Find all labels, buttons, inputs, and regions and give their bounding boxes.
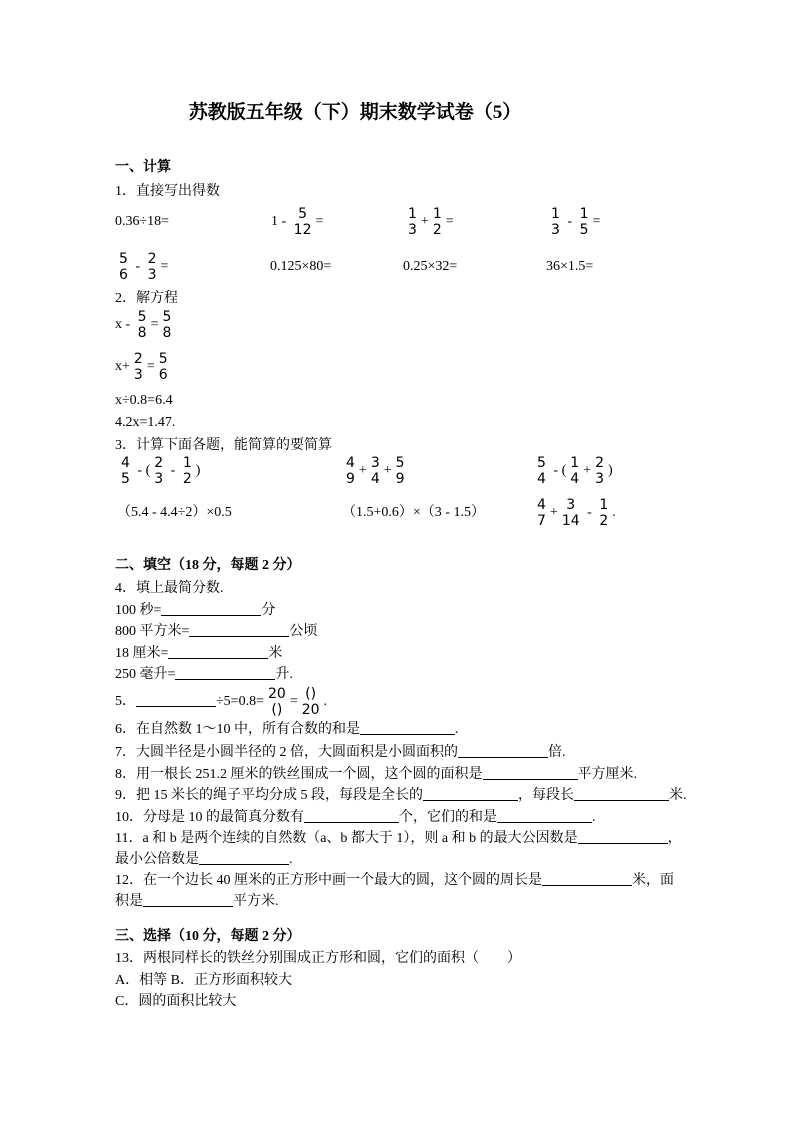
- numerator: 1: [432, 205, 442, 222]
- question-text: 最小公倍数是: [115, 852, 199, 867]
- q2-eq1: [115, 305, 175, 345]
- blank-underline: [175, 667, 275, 680]
- fraction: [407, 206, 418, 238]
- fraction: [345, 455, 356, 487]
- denominator: 3: [408, 221, 417, 238]
- blank-underline: [497, 810, 592, 823]
- numerator: 5: [395, 454, 405, 471]
- expression-text: .: [323, 694, 328, 709]
- question-text: .: [592, 810, 596, 825]
- q4-line4: [115, 666, 293, 684]
- question-text: 分: [261, 603, 276, 618]
- denominator: 3: [133, 366, 143, 383]
- operator: +: [549, 505, 558, 520]
- question-7: [115, 744, 566, 762]
- equals-sign: =: [289, 694, 298, 709]
- blank-underline: [458, 745, 548, 758]
- denominator: 3: [551, 221, 560, 238]
- question-text: 米，面: [632, 873, 674, 888]
- question-text: 18 厘米=: [115, 646, 169, 661]
- question-10: [115, 809, 596, 827]
- q3-r1c2: [342, 451, 409, 491]
- q1-r2c1: [115, 245, 168, 289]
- q3-r2c3: [533, 493, 616, 533]
- numerator: 5: [298, 205, 308, 222]
- question-text: 800 平方米=: [115, 624, 190, 639]
- expression-text: 36×1.5=: [546, 259, 594, 274]
- denominator: 2: [182, 470, 192, 487]
- question-text: 倍.: [548, 745, 566, 760]
- numerator: 5: [119, 250, 128, 267]
- numerator: 1: [551, 205, 560, 222]
- numerator: 2: [595, 454, 604, 471]
- denominator: 3: [147, 266, 157, 283]
- denominator: 9: [346, 470, 355, 487]
- fraction: [153, 455, 164, 487]
- q4-line1: [115, 602, 275, 620]
- numerator: 4: [346, 454, 355, 471]
- fraction: [536, 497, 547, 529]
- denominator: (): [271, 701, 283, 718]
- operator: +: [583, 463, 592, 478]
- operator: -: [131, 259, 144, 274]
- expression-text: 1 -: [271, 214, 290, 229]
- expression-text: =: [160, 259, 169, 274]
- fraction: [137, 309, 148, 341]
- q2-eq4: 4.2x=1.47.: [115, 415, 176, 430]
- expression-text: x+: [115, 359, 130, 374]
- blank-underline: [168, 646, 268, 659]
- question-11-line2: [115, 851, 293, 869]
- question-text: 100 秒=: [115, 603, 162, 618]
- question-text: ，: [667, 831, 682, 846]
- fraction: [158, 351, 169, 383]
- question-6: [115, 721, 459, 739]
- fraction: [301, 686, 321, 718]
- question-text: 250 毫升=: [115, 667, 176, 682]
- question-13-option-c: C．圆的面积比较大: [115, 994, 237, 1009]
- q1-label: 1．直接写出得数: [115, 184, 220, 199]
- blank-underline: [483, 767, 578, 780]
- q5-line: [115, 685, 327, 719]
- q2-label: 2．解方程: [115, 291, 178, 306]
- denominator: 4: [570, 470, 580, 487]
- blank-underline: [161, 603, 261, 616]
- denominator: 5: [579, 221, 589, 238]
- expression-text: =: [445, 214, 454, 229]
- denominator: 2: [599, 512, 609, 529]
- operator: -: [583, 505, 596, 520]
- fraction: [120, 455, 131, 487]
- expression-text: （5.4 - 4.4÷2）×0.5: [117, 505, 232, 520]
- question-text: .: [455, 722, 459, 737]
- numerator: 5: [158, 350, 168, 367]
- question-12-line2: [115, 893, 279, 911]
- fraction: [293, 206, 313, 238]
- numerator: 1: [579, 205, 589, 222]
- numerator: 20: [267, 685, 286, 702]
- q1-r1c3: [404, 200, 454, 244]
- blank-underline: [574, 788, 669, 801]
- operator: +: [358, 463, 367, 478]
- denominator: 6: [119, 266, 128, 283]
- operator: +: [420, 214, 429, 229]
- question-9: [115, 787, 687, 805]
- question-text: 升.: [275, 667, 293, 682]
- question-text: 8．用一根长 251.2 厘米的铁丝围成一个圆，这个圆的面积是: [115, 767, 483, 782]
- question-8: [115, 766, 637, 784]
- operator: ): [608, 463, 613, 478]
- section-calc-heading: 一、计算: [115, 160, 171, 175]
- expression-text: 0.36÷18=: [115, 214, 170, 229]
- blank-underline: [360, 722, 455, 735]
- question-text: 12．在一个边长 40 厘米的正方形中画一个最大的圆，这个圆的周长是: [115, 873, 542, 888]
- question-text: 公顷: [289, 624, 318, 639]
- expression-text: ÷5=0.8=: [216, 694, 264, 709]
- question-text: 个，它们的和是: [399, 810, 497, 825]
- q4-line3: [115, 645, 282, 663]
- question-text: 平方米.: [233, 894, 279, 909]
- q1-r2c3: [403, 245, 457, 289]
- fraction: [569, 455, 580, 487]
- q1-r2c2: [270, 245, 331, 289]
- q4-line2: [115, 623, 317, 641]
- denominator: 2: [432, 221, 442, 238]
- blank-underline: [542, 873, 632, 886]
- fraction: [162, 309, 173, 341]
- denominator: 8: [137, 324, 147, 341]
- equals-sign: =: [146, 359, 155, 374]
- fraction: [536, 455, 547, 487]
- operator: - (: [549, 463, 567, 478]
- operator: +: [383, 463, 392, 478]
- operator: -: [167, 463, 179, 478]
- fraction: [598, 497, 609, 529]
- numerator: 2: [147, 250, 157, 267]
- question-12-line1: [115, 872, 674, 890]
- blank-underline: [143, 894, 233, 907]
- question-13: 13．两根同样长的铁丝分别围成正方形和圆，它们的面积（ ）: [115, 951, 521, 966]
- fraction: [147, 251, 158, 283]
- expression-text: （1.5+0.6）×（3 - 1.5）: [342, 505, 485, 520]
- question-text: 米.: [669, 788, 687, 803]
- q4-label: 4．填上最简分数.: [115, 581, 224, 596]
- blank-underline: [578, 831, 668, 844]
- blank-underline: [304, 810, 399, 823]
- q1-r1c1: [115, 200, 169, 244]
- question-text: ，每段长: [518, 788, 574, 803]
- denominator: 8: [162, 324, 172, 341]
- question-text: 7．大圆半径是小圆半径的 2 倍，大圆面积是小圆面积的: [115, 745, 458, 760]
- fraction: [561, 497, 581, 529]
- denominator: 5: [121, 470, 130, 487]
- question-text: 米: [268, 646, 283, 661]
- denominator: 3: [154, 470, 164, 487]
- expression-text: x -: [115, 317, 134, 332]
- denominator: 4: [537, 470, 546, 487]
- q1-r1c4: [547, 200, 600, 244]
- numerator: 1: [599, 496, 609, 513]
- denominator: 14: [561, 512, 580, 529]
- denominator: 20: [301, 701, 320, 718]
- numerator: 1: [408, 205, 417, 222]
- q3-r1c3: [533, 451, 613, 491]
- question-text: .: [289, 852, 293, 867]
- numerator: 5: [162, 308, 172, 325]
- q3-r1c1: [117, 451, 200, 491]
- denominator: 4: [370, 470, 380, 487]
- fraction: [133, 351, 144, 383]
- q1-r1c2: [271, 200, 323, 244]
- expression-text: 0.125×80=: [270, 259, 332, 274]
- operator: ): [195, 463, 201, 478]
- question-13-options-ab: A．相等 B．正方形面积较大: [115, 973, 292, 988]
- fraction: [182, 455, 193, 487]
- denominator: 6: [158, 366, 168, 383]
- page-title: 苏教版五年级（下）期末数学试卷（5）: [188, 102, 522, 123]
- denominator: 3: [595, 470, 604, 487]
- question-text: 10．分母是 10 的最简真分数有: [115, 810, 304, 825]
- numerator: 3: [370, 454, 380, 471]
- q1-r2c4: [546, 245, 593, 289]
- blank-underline: [423, 788, 518, 801]
- denominator: 12: [293, 221, 312, 238]
- question-text: 11．a 和 b 是两个连续的自然数（a、b 都大于 1），则 a 和 b 的最大公因数是: [115, 831, 578, 846]
- fraction: [118, 251, 129, 283]
- question-text: 6．在自然数 1～10 中，所有合数的和是: [115, 722, 360, 737]
- q3-label: 3．计算下面各题，能简算的要简算: [115, 438, 332, 453]
- denominator: 9: [395, 470, 405, 487]
- fraction: [370, 455, 381, 487]
- numerator: 2: [154, 454, 164, 471]
- numerator: 3: [566, 496, 576, 513]
- q2-eq2: [115, 347, 172, 387]
- fraction: [267, 686, 287, 718]
- blank-underline: [136, 694, 216, 707]
- fraction: [579, 206, 590, 238]
- expression-text: =: [315, 214, 324, 229]
- numerator: 5: [537, 454, 546, 471]
- fraction: [395, 455, 406, 487]
- question-text: 平方厘米.: [577, 767, 637, 782]
- numerator: 1: [182, 454, 192, 471]
- section-fill-heading: 二、填空（18 分，每题 2 分）: [115, 558, 301, 573]
- blank-underline: [189, 624, 289, 637]
- fraction: [432, 206, 443, 238]
- numerator: 5: [137, 308, 147, 325]
- operator: .: [612, 505, 616, 520]
- section-choice-heading: 三、选择（10 分，每题 2 分）: [115, 929, 301, 944]
- fraction: [550, 206, 561, 238]
- fraction: [594, 455, 605, 487]
- numerator: 4: [537, 496, 546, 513]
- blank-underline: [199, 852, 289, 865]
- expression-text: =: [592, 214, 601, 229]
- numerator: 1: [570, 454, 580, 471]
- numerator: 4: [121, 454, 130, 471]
- numerator: 2: [133, 350, 143, 367]
- question-number: 5．: [115, 694, 136, 709]
- equals-sign: =: [150, 317, 159, 332]
- q3-r2c1: [117, 493, 232, 533]
- question-text: 9．把 15 米长的绳子平均分成 5 段，每段是全长的: [115, 788, 423, 803]
- numerator: (): [305, 685, 317, 702]
- denominator: 7: [537, 512, 546, 529]
- question-11-line1: [115, 830, 682, 848]
- q2-eq3: x÷0.8=6.4: [115, 393, 173, 408]
- operator: -: [563, 214, 576, 229]
- question-text: 积是: [115, 894, 143, 909]
- expression-text: 0.25×32=: [403, 259, 458, 274]
- q3-r2c2: [342, 493, 485, 533]
- operator: - (: [133, 463, 151, 478]
